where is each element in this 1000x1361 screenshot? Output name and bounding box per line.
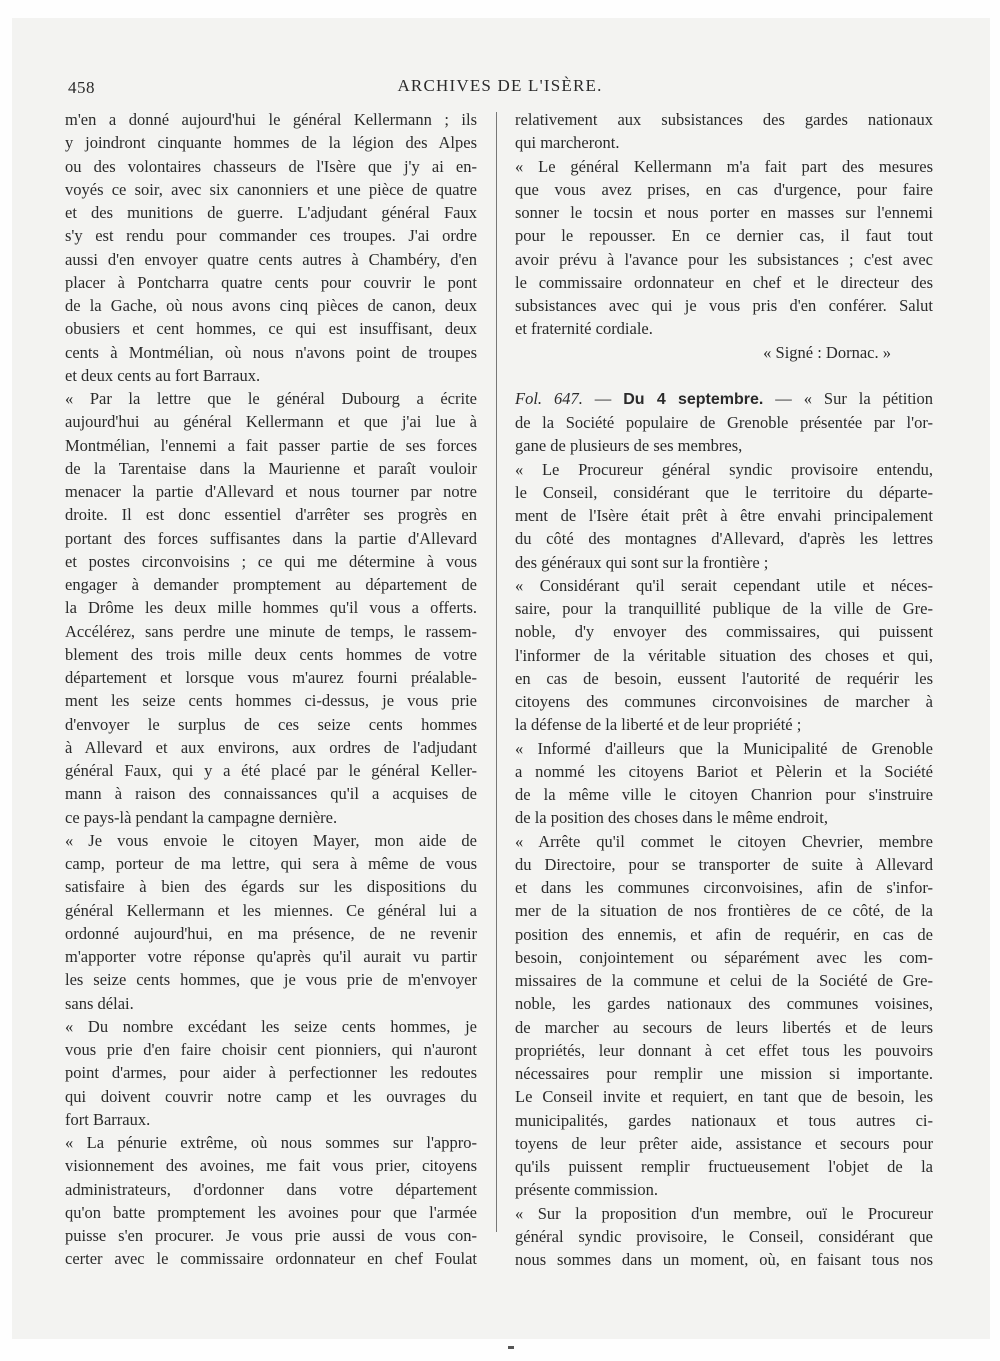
right-column-bottom-text (515, 411, 933, 1271)
scan-margin-right (990, 0, 1000, 1361)
text-line: m'en a donné aujourd'hui le général Kellermann ; ils (65, 110, 477, 129)
text-line: qui doivent couvrir notre camp et les ouvrages du (65, 1086, 477, 1106)
text-line: « Sur la proposition d'un membre, ouï le Procureur (515, 1203, 933, 1223)
text-line: besoin, conjointement ou séparément avec les com- (515, 947, 933, 967)
text-line: et dans les communes circonvoisines, afin de s'infor- (515, 878, 933, 897)
text-line: noble, les gardes nationaux des communes voisines, (515, 994, 933, 1014)
text-line: ment les seize cents hommes ci-dessus, je vous prie (65, 691, 477, 711)
text-line: les seize cents hommes, que je vous prie de m'envoyer (65, 970, 477, 990)
text-line: qui marcheront. (515, 133, 620, 153)
text-line: général Faux, qui y a été placé par le général Keller- (65, 761, 477, 780)
section-gap (515, 364, 933, 387)
text-line: puisse s'en procurer. Je vous prie aussi de vous con- (65, 1226, 477, 1245)
text-line: la Drôme les deux mille hommes qu'il vous a offerts. (65, 598, 477, 618)
text-line: saire, pour la tranquillité publique de la ville de Gre- (515, 599, 933, 618)
text-line: « Le général Kellermann m'a fait part des mesures (515, 156, 933, 176)
text-line: relativement aux subsistances des gardes nationaux (515, 110, 933, 129)
scan-margin-top (0, 0, 1000, 18)
folio-reference: Fol. 647. (515, 388, 583, 408)
text-line: d'envoyer le surplus de ces seize cents hommes (65, 714, 477, 734)
text-line: Le Conseil invite et requiert, en tant que de besoin, les (515, 1087, 933, 1107)
text-line: de la même ville le citoyen Chanrion pour s'instruire (515, 785, 933, 804)
text-line: de marcher au secours de leurs libertés et de leurs (515, 1017, 933, 1037)
text-line: mann à raison des connaissances qu'il a acquises de (65, 784, 477, 804)
text-line: le Conseil, considérant que le territoire du départe- (515, 482, 933, 502)
text-line: missaires de la commune et celui de la Société de Gre- (515, 971, 933, 990)
text-line: ordonné aujourd'hui, en ma présence, de ne revenir (65, 923, 477, 943)
scan-margin-left (0, 0, 12, 1361)
text-line: département et lorsque vous m'aurez fourni préalable- (65, 668, 477, 687)
text-line: général syndic provisoire, le Conseil, considérant que (515, 1226, 933, 1246)
text-line: placer à Pontcharra quatre cents pour couvrir le pont (65, 272, 477, 292)
text-line: aujourd'hui au général Kellermann et que j'ai lue à (65, 412, 477, 432)
text-line: Accélérez, sans perdre une minute de temps, le rassem- (65, 621, 477, 641)
entry-date: Du 4 septembre. (623, 390, 764, 408)
text-line: du Directoire, pour se transporter de suite à Allevard (515, 854, 933, 874)
page-number: 458 (68, 78, 95, 97)
text-line: et des munitions de guerre. L'adjudant général Faux (65, 203, 477, 222)
text-line: de la Tarentaise dans la Maurienne et paraît vouloir (65, 458, 477, 478)
text-line: engager à demander promptement au département de (65, 575, 477, 594)
text-line: en cas de besoin, eussent l'autorité de requérir les (515, 668, 933, 688)
text-line: des généraux qui sont sur la frontière ; (515, 552, 769, 572)
text-line: point d'armes, pour aider à perfectionner les redoutes (65, 1063, 477, 1083)
text-line: « Le Procureur général syndic provisoire entendu, (515, 459, 933, 479)
text-line: « La pénurie extrême, où nous sommes sur l'appro- (65, 1133, 477, 1152)
text-line: ou des volontaires chasseurs de l'Isère que j'y ai en- (65, 156, 477, 176)
text-line: nécessaires pour remplir une mission si importante. (515, 1064, 933, 1083)
text-line: de la Société populaire de Grenoble présentée par l'or- (515, 413, 933, 432)
right-column (515, 108, 933, 1271)
text-line: droite. Il est donc essentiel d'arrêter ses progrès en (65, 505, 477, 525)
text-line: vous prie d'en faire choisir cent pionniers, qui n'auront (65, 1040, 477, 1059)
text-line: blement des trois mille deux cents hommes de votre (65, 644, 477, 664)
text-line: a nommé les citoyens Bariot et Pèlerin et la Société (515, 761, 933, 781)
text-line: ment de l'Isère était prêt à être envahi principalement (515, 506, 933, 525)
text-line: propriétés, leur donnant à cet effet tous les pouvoirs (515, 1040, 933, 1060)
text-line: gane de plusieurs de ses membres, (515, 436, 743, 456)
text-line: ce pays-là pendant la campagne dernière. (65, 807, 338, 827)
text-line: de la Gache, où nous avons cinq pièces de canon, deux (65, 296, 477, 315)
text-line: mer de la situation de nos frontières de ce côté, de la (515, 901, 933, 921)
signature-line: « Signé : Dornac. » (763, 342, 891, 362)
text-line: toyens de leur prêter aide, assistance et secours pour (515, 1133, 933, 1153)
text-line: noble, d'y envoyer des commissaires, qui puissent (515, 622, 933, 642)
text-line: m'apporter votre réponse qu'après qu'il aurait vu partir (65, 947, 477, 966)
text-line: fort Barraux. (65, 1109, 151, 1129)
text-line: satisfaire à bien des égards sur les dispositions du (65, 877, 477, 897)
running-title: ARCHIVES DE L'ISÈRE. (397, 76, 603, 95)
text-line: camp, porteur de ma lettre, qui sera à même de vous (65, 854, 477, 873)
text-line: y joindront cinquante hommes de la légion des Alpes (65, 133, 477, 153)
text-line: aussi d'en envoyer quatre cents autres à Chambéry, d'en (65, 249, 477, 269)
text-line: général Kellermann et les miennes. Ce général lui a (65, 900, 477, 920)
text-line: qu'ils puissent remplir fructueusement l'objet de la (515, 1157, 933, 1176)
text-line: avoir prévu à l'avance pour les subsistances ; c'est avec (515, 249, 933, 269)
text-line: le commissaire ordonnateur en chef et le directeur des (515, 272, 933, 292)
column-divider (496, 112, 497, 1232)
text-line: obusiers et cent hommes, ce qui est insuffisant, deux (65, 319, 477, 339)
text-line: pour le repousser. En ce dernier cas, il faut tout (515, 226, 933, 246)
text-line: de la position des choses dans le même endroit, (515, 808, 828, 828)
text-line: « Considérant qu'il serait cependant utile et néces- (515, 575, 933, 595)
text-line: portant des forces suffisantes dans la partie d'Allevard (65, 528, 477, 548)
text-line: nous sommes dans un moment, où, en faisant tous nos (515, 1250, 933, 1269)
text-line: subsistances avec qui je vous pris d'en conférer. Salut (515, 296, 933, 315)
text-line: « Arrête qu'il commet le citoyen Chevrier, membre (515, 831, 933, 851)
text-line: sans délai. (65, 993, 134, 1013)
text-line: « Par la lettre que le général Dubourg a écrite (65, 389, 477, 408)
right-column-top-text (515, 108, 933, 341)
text-line: citoyens des communes circonvoisines de marcher à (515, 692, 933, 711)
heading-dash: — (582, 388, 624, 408)
text-line: que vous avez prises, en cas d'urgence, pour faire (515, 179, 933, 199)
text-line: certer avec le commissaire ordonnateur en chef Foulat (65, 1249, 477, 1269)
text-line: cents à Montmélian, où nous n'avons point de troupes (65, 342, 477, 362)
text-line: sonner le tocsin et nous porter en masses sur l'ennemi (515, 203, 933, 222)
text-line: et fraternité cordiale. (515, 319, 653, 339)
text-line: présente commission. (515, 1180, 658, 1200)
text-line: et deux cents au fort Barraux. (65, 365, 261, 385)
text-line: position des ennemis, et afin de requérir, en cas de (515, 924, 933, 944)
text-line: « Du nombre excédant les seize cents hommes, je (65, 1016, 477, 1036)
text-line: menacer la partie d'Allevard et nous tourner par notre (65, 482, 477, 501)
text-line: du côté des montagnes d'Allevard, d'après les lettres (515, 529, 933, 549)
text-line: voyés ce soir, avec six canonniers et une pièce de quatre (65, 179, 477, 199)
text-line: municipalités, gardes nationaux et tous autres ci- (515, 1110, 933, 1130)
text-line: qu'on batte promptement les avoines pour que l'armée (65, 1202, 477, 1222)
text-line: « Je vous envoie le citoyen Mayer, mon aide de (65, 830, 477, 850)
printer-mark (508, 1346, 514, 1349)
text-line: l'informer de la véritable situation des choses et qui, (515, 645, 933, 665)
text-line: à Allevard et aux environs, aux ordres de l'adjudant (65, 737, 477, 757)
text-line: visionnement des avoines, me fait vous prier, citoyens (65, 1156, 477, 1176)
text-line: Montmélian, l'ennemi a fait passer partie de ses forces (65, 435, 477, 455)
text-line: « Informé d'ailleurs que la Municipalité de Grenoble (515, 738, 933, 758)
text-line: et postes circonvoisins ; ce qui me détermine à vous (65, 551, 477, 571)
entry-heading-rest: — « Sur la pétition (763, 388, 934, 408)
scan-margin-bottom (0, 1339, 1000, 1361)
left-column (65, 108, 477, 1271)
entry-heading-line (515, 387, 933, 411)
text-line: s'y est rendu pour commander ces troupes. J'ai ordre (65, 226, 477, 246)
text-line: administrateurs, d'ordonner dans votre département (65, 1179, 477, 1199)
text-line: la défense de la liberté et de leur propriété ; (515, 715, 802, 735)
